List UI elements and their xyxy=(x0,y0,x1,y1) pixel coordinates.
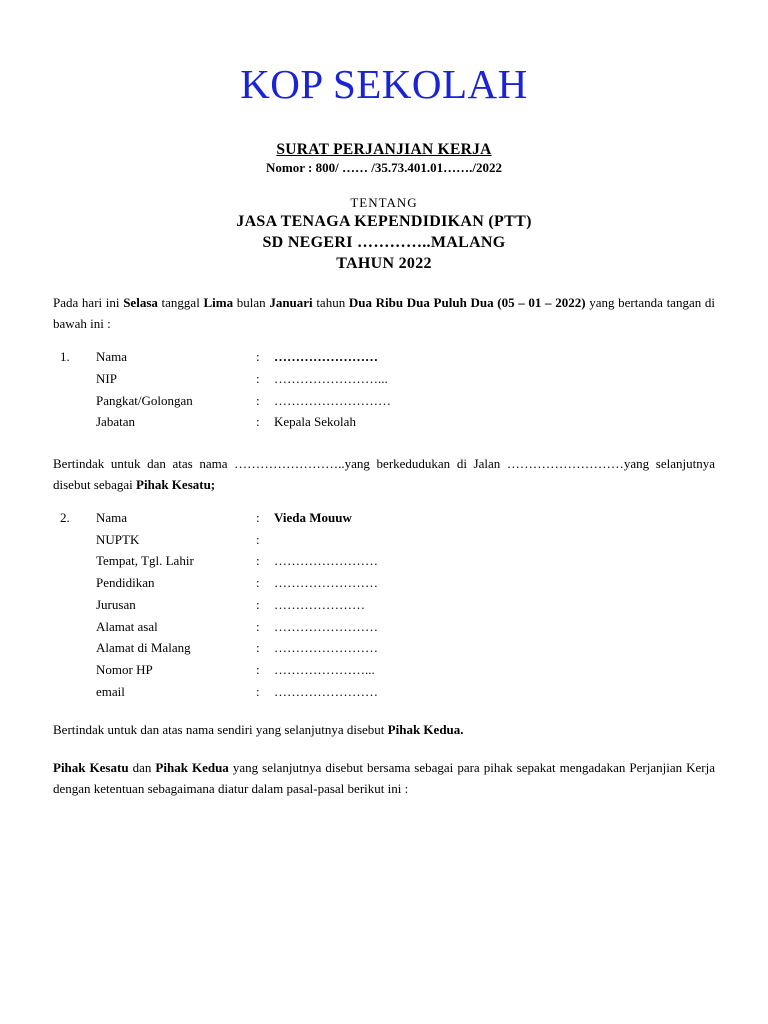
closing-paragraph: Pihak Kesatu dan Pihak Kedua yang selanjutnya disebut bersama sebagai para pihak sepakat mengadakan Perjanjian Kerja dengan ketentuan sebagaimana diatur dalam pasal-pasal berikut ini : xyxy=(53,760,715,796)
party-two-row: Alamat asal : …………………… xyxy=(96,619,378,634)
party-one-row: 1. Nama : …………………… xyxy=(60,349,378,364)
party-one-statement: Bertindak untuk dan atas nama ……………………..yang berkedudukan di Jalan ………………………yang selanjutnya disebut sebagai Pihak Kesatu; xyxy=(53,456,715,492)
party-one-number: 1. xyxy=(60,349,70,364)
party-two-row: Alamat di Malang : …………………… xyxy=(96,640,378,655)
document-number: Nomor : 800/ …… /35.73.401.01……./2022 xyxy=(266,160,502,175)
party-two-row: Pendidikan : …………………… xyxy=(96,575,378,590)
party-two-statement: Bertindak untuk dan atas nama sendiri yang selanjutnya disebut Pihak Kedua. xyxy=(53,722,464,737)
opening-paragraph: Pada hari ini Selasa tanggal Lima bulan Januari tahun Dua Ribu Dua Puluh Dua (05 – 01 – 2022) yang bertanda tangan di bawah ini : xyxy=(53,295,715,331)
party-two-row: Nomor HP : …………………... xyxy=(96,662,375,677)
subject-line-2: SD NEGERI …………..MALANG xyxy=(262,234,506,251)
subject-line-3: TAHUN 2022 xyxy=(336,255,432,272)
document-title: SURAT PERJANJIAN KERJA xyxy=(276,141,492,158)
party-two-number: 2. xyxy=(60,510,70,525)
about-label: TENTANG xyxy=(350,195,418,210)
party-two-row: NUPTK : xyxy=(96,532,260,547)
party-two-row: Jurusan : ………………… xyxy=(96,597,365,612)
party-one-row: NIP : ……………………... xyxy=(96,371,388,386)
party-one-row: Jabatan : Kepala Sekolah xyxy=(96,414,356,429)
party-two-row: email : …………………… xyxy=(96,684,378,699)
school-letterhead: KOP SEKOLAH xyxy=(240,61,528,107)
party-two-row: 2. Nama : Vieda Mouuw xyxy=(60,510,352,525)
party-one-row: Pangkat/Golongan : ……………………… xyxy=(96,393,391,408)
party-two-row: Tempat, Tgl. Lahir : …………………… xyxy=(96,553,378,568)
subject-line-1: JASA TENAGA KEPENDIDIKAN (PTT) xyxy=(236,213,532,230)
